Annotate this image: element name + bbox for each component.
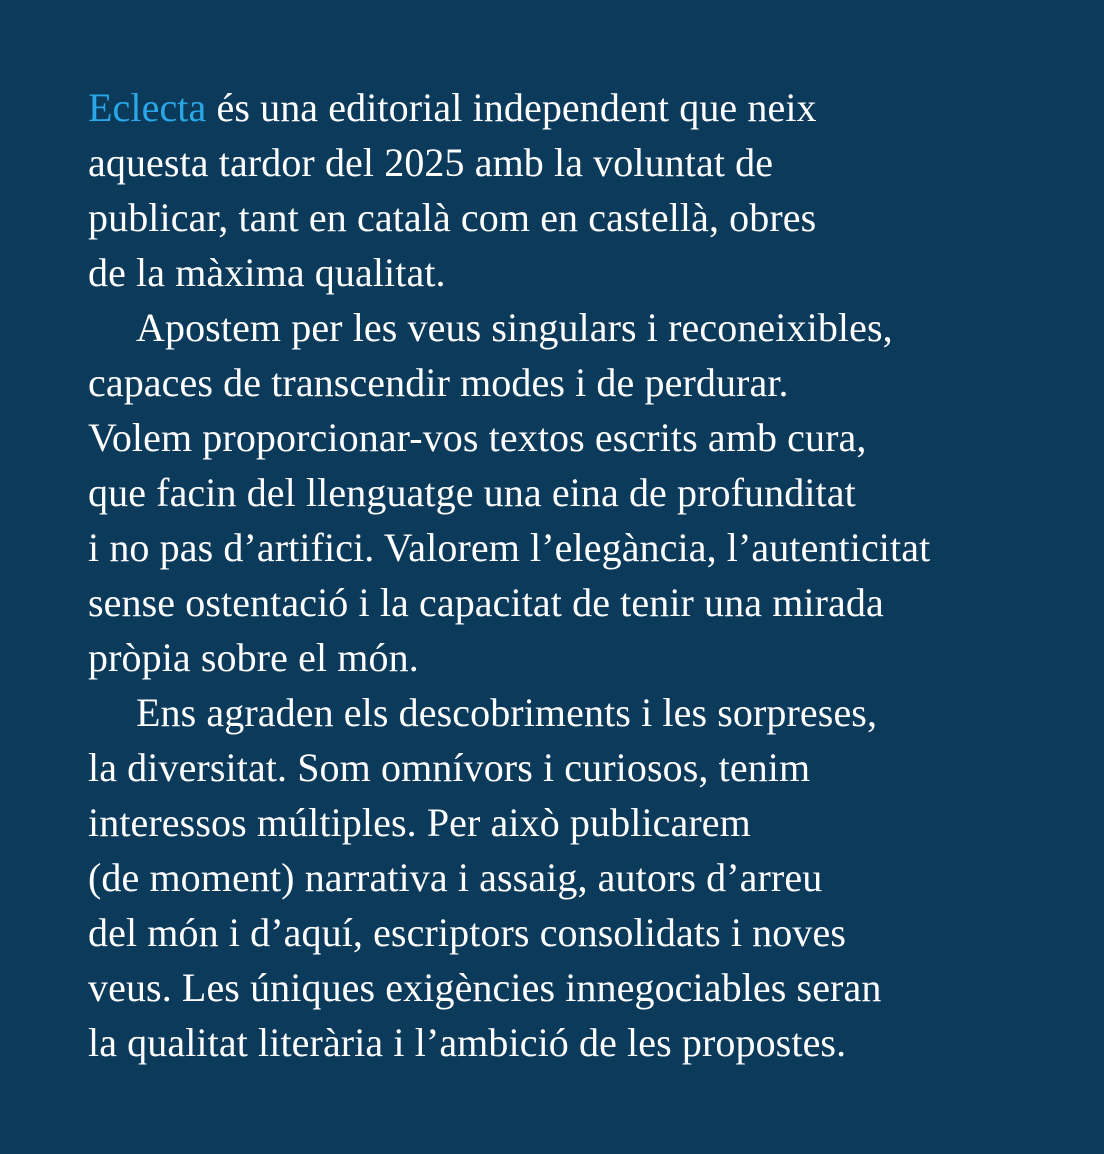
paragraph-3-line-6: veus. Les úniques exigències innegociables seran [88,965,882,1010]
paragraph-3-line-3: interessos múltiples. Per això publicarem [88,800,751,845]
paragraph-1-line-1 [88,80,1088,135]
paragraph-1-line-2: aquesta tardor del 2025 amb la voluntat de [88,140,774,185]
paragraph-3-line-2: la diversitat. Som omnívors i curiosos, tenim [88,745,811,790]
paragraph-2-line-2: capaces de transcendir modes i de perdurar. [88,360,789,405]
editorial-statement [88,80,1088,1070]
paragraph-3-line-1: Ens agraden els descobriments i les sorpreses, [136,690,878,735]
paragraph-2-line-3: Volem proporcionar-vos textos escrits amb cura, [88,415,867,460]
paragraph-2-line-5: i no pas d’artifici. Valorem l’elegància, l’autenticitat [88,525,931,570]
paragraph-3-line-7: la qualitat literària i l’ambició de les propostes. [88,1020,847,1065]
paragraph-2-line-6: sense ostentació i la capacitat de tenir una mirada [88,580,884,625]
paragraph-2-line-4: que facin del llenguatge una eina de profunditat [88,470,856,515]
paragraph-2-line-1: Apostem per les veus singulars i reconeixibles, [136,305,893,350]
paragraph-1-line-4: de la màxima qualitat. [88,250,446,295]
line-text: és una editorial independent que neix [206,85,817,130]
paragraph-3-line-4: (de moment) narrativa i assaig, autors d’arreu [88,855,823,900]
paragraph-1-line-3: publicar, tant en català com en castellà, obres [88,195,817,240]
brand-name: Eclecta [88,85,207,130]
paragraph-3-line-5: del món i d’aquí, escriptors consolidats i noves [88,910,847,955]
paragraph-2-line-7: pròpia sobre el món. [88,635,419,680]
